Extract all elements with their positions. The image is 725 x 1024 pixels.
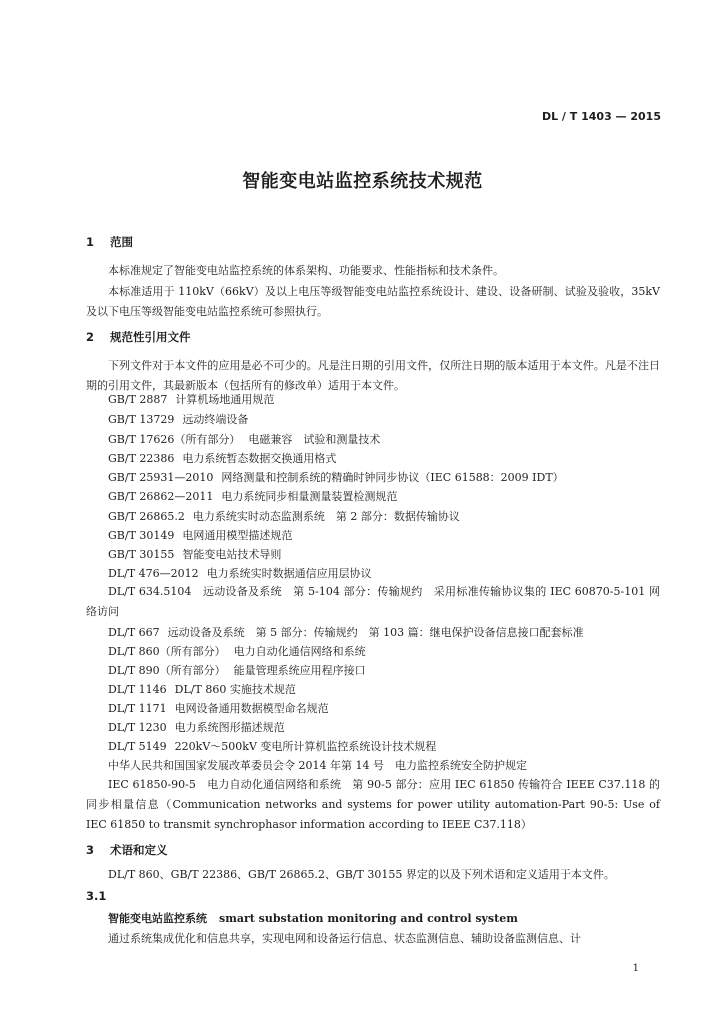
reference-item: GB/T 26862—2011 电力系统同步相量测量装置检测规范 <box>108 490 398 503</box>
references-intro: 下列文件对于本文件的应用是必不可少的。凡是注日期的引用文件，仅所注日期的版本适用于本文件。凡是不注日期的引用文件，其最新版本（包括所有的修改单）适用于本文件。 <box>86 359 660 392</box>
standard-code: DL / T 1403 — 2015 <box>541 110 661 123</box>
reference-item: GB/T 26865.2 电力系统实时动态监测系统 第 2 部分：数据传输协议 <box>108 510 460 523</box>
reference-item: GB/T 25931—2010 网络测量和控制系统的精确时钟同步协议（IEC 61588：2009 IDT） <box>108 471 564 484</box>
term-definition: 通过系统集成优化和信息共享，实现电网和设备运行信息、状态监测信息、辅助设备监测信息、计 <box>108 932 581 945</box>
reference-item: GB/T 13729 远动终端设备 <box>108 413 249 426</box>
reference-item: GB/T 2887 计算机场地通用规范 <box>108 393 275 406</box>
reference-item: DL/T 667 远动设备及系统 第 5 部分：传输规约 第 103 篇：继电保护设备信息接口配套标准 <box>108 626 584 639</box>
reference-item-long: IEC 61850-90-5 电力自动化通信网络和系统 第 90-5 部分：应用 IEC 61850 传输符合 IEEE C37.118 的同步相量信息（Communication networks and systems for power utility automation-Part 90-5: Use of IEC 61850 to transmit synchrophasor information according to IEEE C37.118） <box>86 778 660 831</box>
scope-paragraph-2: 本标准适用于 110kV（66kV）及以上电压等级智能变电站监控系统设计、建设、设备研制、试验及验收，35kV 及以下电压等级智能变电站监控系统可参照执行。 <box>86 285 660 318</box>
section-number: 3 <box>86 843 95 857</box>
reference-item: DL/T 1230 电力系统图形描述规范 <box>108 721 285 734</box>
page-title: 智能变电站监控系统技术规范 <box>242 171 483 192</box>
reference-item: DL/T 476—2012 电力系统实时数据通信应用层协议 <box>108 567 372 580</box>
reference-item: DL/T 1171 电网设备通用数据模型命名规范 <box>108 702 329 715</box>
reference-item: DL/T 5149 220kV～500kV 变电所计算机监控系统设计技术规程 <box>108 740 437 753</box>
clause-number: 3.1 <box>86 889 107 903</box>
section-title: 规范性引用文件 <box>110 330 191 344</box>
section-heading-normative-references <box>86 329 191 345</box>
reference-item-long: DL/T 634.5104 远动设备及系统 第 5-104 部分：传输规约 采用标准传输协议集的 IEC 60870-5-101 网络访问 <box>86 585 660 618</box>
reference-item: GB/T 30149 电网通用模型描述规范 <box>108 529 293 542</box>
term-entry <box>108 910 518 926</box>
reference-item: GB/T 22386 电力系统暂态数据交换通用格式 <box>108 452 337 465</box>
page-number: 1 <box>632 963 639 974</box>
reference-item-order: 中华人民共和国国家发展改革委员会令 2014 年第 14 号 电力监控系统安全防护规定 <box>108 759 527 772</box>
term-english: smart substation monitoring and control system <box>219 912 518 925</box>
section-title: 范围 <box>110 235 133 249</box>
reference-item: DL/T 1146 DL/T 860 实施技术规范 <box>108 683 296 696</box>
term-chinese: 智能变电站监控系统 <box>108 912 207 925</box>
section-number: 1 <box>86 235 95 249</box>
section-heading-scope <box>86 234 133 250</box>
terms-intro: DL/T 860、GB/T 22386、GB/T 26865.2、GB/T 30155 界定的以及下列术语和定义适用于本文件。 <box>108 868 615 881</box>
scope-paragraph-1: 本标准规定了智能变电站监控系统的体系架构、功能要求、性能指标和技术条件。 <box>108 264 504 277</box>
reference-item: GB/T 17626（所有部分） 电磁兼容 试验和测量技术 <box>108 433 381 446</box>
reference-item: DL/T 890（所有部分） 能量管理系统应用程序接口 <box>108 664 366 677</box>
section-heading-terms <box>86 842 168 858</box>
section-number: 2 <box>86 330 95 344</box>
reference-item: GB/T 30155 智能变电站技术导则 <box>108 548 282 561</box>
reference-item: DL/T 860（所有部分） 电力自动化通信网络和系统 <box>108 645 366 658</box>
section-title: 术语和定义 <box>110 843 168 857</box>
